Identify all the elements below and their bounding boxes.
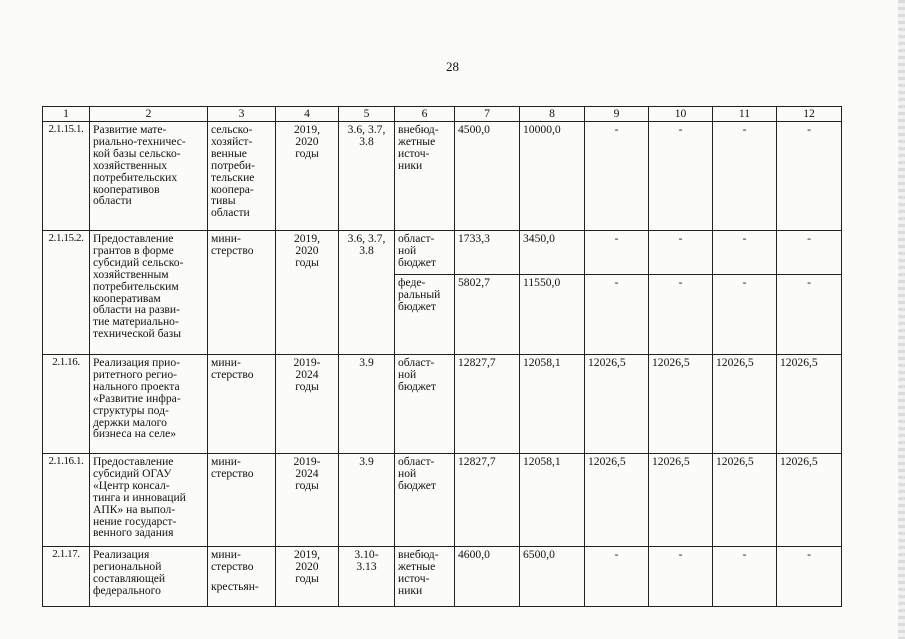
measure-executor: мини- стерство <box>208 355 276 454</box>
value-col-11: - <box>713 547 777 607</box>
column-header: 6 <box>395 107 455 122</box>
value-col-7: 12827,7 <box>455 355 520 454</box>
value-col-10: - <box>649 231 713 275</box>
funding-source: област- ной бюджет <box>395 454 455 547</box>
column-header: 1 <box>43 107 90 122</box>
value-col-8: 6500,0 <box>520 547 585 607</box>
column-header: 2 <box>90 107 208 122</box>
value-col-7: 1733,3 <box>455 231 520 275</box>
measures-table <box>42 106 842 607</box>
value-col-9: 12026,5 <box>585 454 649 547</box>
measure-period: 2019- 2024 годы <box>276 454 339 547</box>
value-col-9: - <box>585 231 649 275</box>
table-row <box>43 355 842 454</box>
value-col-9: - <box>585 275 649 355</box>
value-col-12: - <box>777 547 842 607</box>
measure-indicators: 3.9 <box>339 355 395 454</box>
value-col-12: - <box>777 231 842 275</box>
value-col-7: 4500,0 <box>455 122 520 231</box>
column-header: 11 <box>713 107 777 122</box>
value-col-12: - <box>777 122 842 231</box>
column-header: 8 <box>520 107 585 122</box>
value-col-10: 12026,5 <box>649 454 713 547</box>
measure-indicators: 3.10- 3.13 <box>339 547 395 607</box>
value-col-8: 12058,1 <box>520 454 585 547</box>
value-col-11: 12026,5 <box>713 355 777 454</box>
value-col-10: - <box>649 122 713 231</box>
value-col-7: 5802,7 <box>455 275 520 355</box>
funding-source: внебюд- жетные источ- ники <box>395 547 455 607</box>
value-col-10: - <box>649 275 713 355</box>
table-row <box>43 547 842 607</box>
value-col-8: 3450,0 <box>520 231 585 275</box>
measure-period: 2019, 2020 годы <box>276 122 339 231</box>
value-col-9: 12026,5 <box>585 355 649 454</box>
measure-number: 2.1.15.2. <box>43 231 90 355</box>
measure-name: Развитие мате- риально-техничес- кой базы сельско- хозяйственных потребительских кооперативов области <box>90 122 208 231</box>
measure-executor: мини- стерство <box>208 231 276 355</box>
value-col-9: - <box>585 547 649 607</box>
column-header: 9 <box>585 107 649 122</box>
funding-source: феде- ральный бюджет <box>395 275 455 355</box>
measure-executor-line: крестьян- <box>211 579 259 593</box>
funding-source: внебюд- жетные источ- ники <box>395 122 455 231</box>
column-header: 5 <box>339 107 395 122</box>
value-col-8: 12058,1 <box>520 355 585 454</box>
measure-executor <box>208 547 276 607</box>
value-col-12: - <box>777 275 842 355</box>
value-col-7: 4600,0 <box>455 547 520 607</box>
measure-name: Предоставление субсидий ОГАУ «Центр консал- тинга и инноваций АПК» на выпол- нение государст- венного задания <box>90 454 208 547</box>
measure-number: 2.1.17. <box>43 547 90 607</box>
value-col-8: 10000,0 <box>520 122 585 231</box>
value-col-11: - <box>713 275 777 355</box>
value-col-11: - <box>713 231 777 275</box>
measure-period: 2019- 2024 годы <box>276 355 339 454</box>
value-col-11: - <box>713 122 777 231</box>
page-number: 28 <box>446 59 459 74</box>
measure-indicators: 3.9 <box>339 454 395 547</box>
column-header: 10 <box>649 107 713 122</box>
measure-number: 2.1.16.1. <box>43 454 90 547</box>
measure-indicators: 3.6, 3.7, 3.8 <box>339 231 395 355</box>
column-header: 3 <box>208 107 276 122</box>
value-col-7: 12827,7 <box>455 454 520 547</box>
funding-source: област- ной бюджет <box>395 231 455 275</box>
value-col-12: 12026,5 <box>777 454 842 547</box>
value-col-10: 12026,5 <box>649 355 713 454</box>
measure-executor-line: мини- стерство <box>211 548 254 573</box>
measure-executor: мини- стерство <box>208 454 276 547</box>
measure-period: 2019, 2020 годы <box>276 231 339 355</box>
table-row <box>43 122 842 231</box>
column-header: 12 <box>777 107 842 122</box>
measure-period: 2019, 2020 годы <box>276 547 339 607</box>
table-header-row <box>43 107 842 122</box>
measure-number: 2.1.15.1. <box>43 122 90 231</box>
value-col-11: 12026,5 <box>713 454 777 547</box>
value-col-12: 12026,5 <box>777 355 842 454</box>
value-col-10: - <box>649 547 713 607</box>
value-col-8: 11550,0 <box>520 275 585 355</box>
table-row <box>43 454 842 547</box>
measure-executor: сельско- хозяйст- венные потреби- тельские коопера- тивы области <box>208 122 276 231</box>
column-header: 4 <box>276 107 339 122</box>
funding-source: област- ной бюджет <box>395 355 455 454</box>
table-row <box>43 231 842 275</box>
column-header: 7 <box>455 107 520 122</box>
measure-number: 2.1.16. <box>43 355 90 454</box>
measure-name: Реализация прио- ритетного регио- нального проекта «Развитие инфра- структуры под- держки малого бизнеса на селе» <box>90 355 208 454</box>
scan-edge <box>898 0 905 639</box>
measure-name: Предоставление грантов в форме субсидий сельско- хозяйственным потребительским кооперативам области на разви- тие материально- технической базы <box>90 231 208 355</box>
measure-indicators: 3.6, 3.7, 3.8 <box>339 122 395 231</box>
value-col-9: - <box>585 122 649 231</box>
measure-name: Реализация региональной составляющей федерального <box>90 547 208 607</box>
